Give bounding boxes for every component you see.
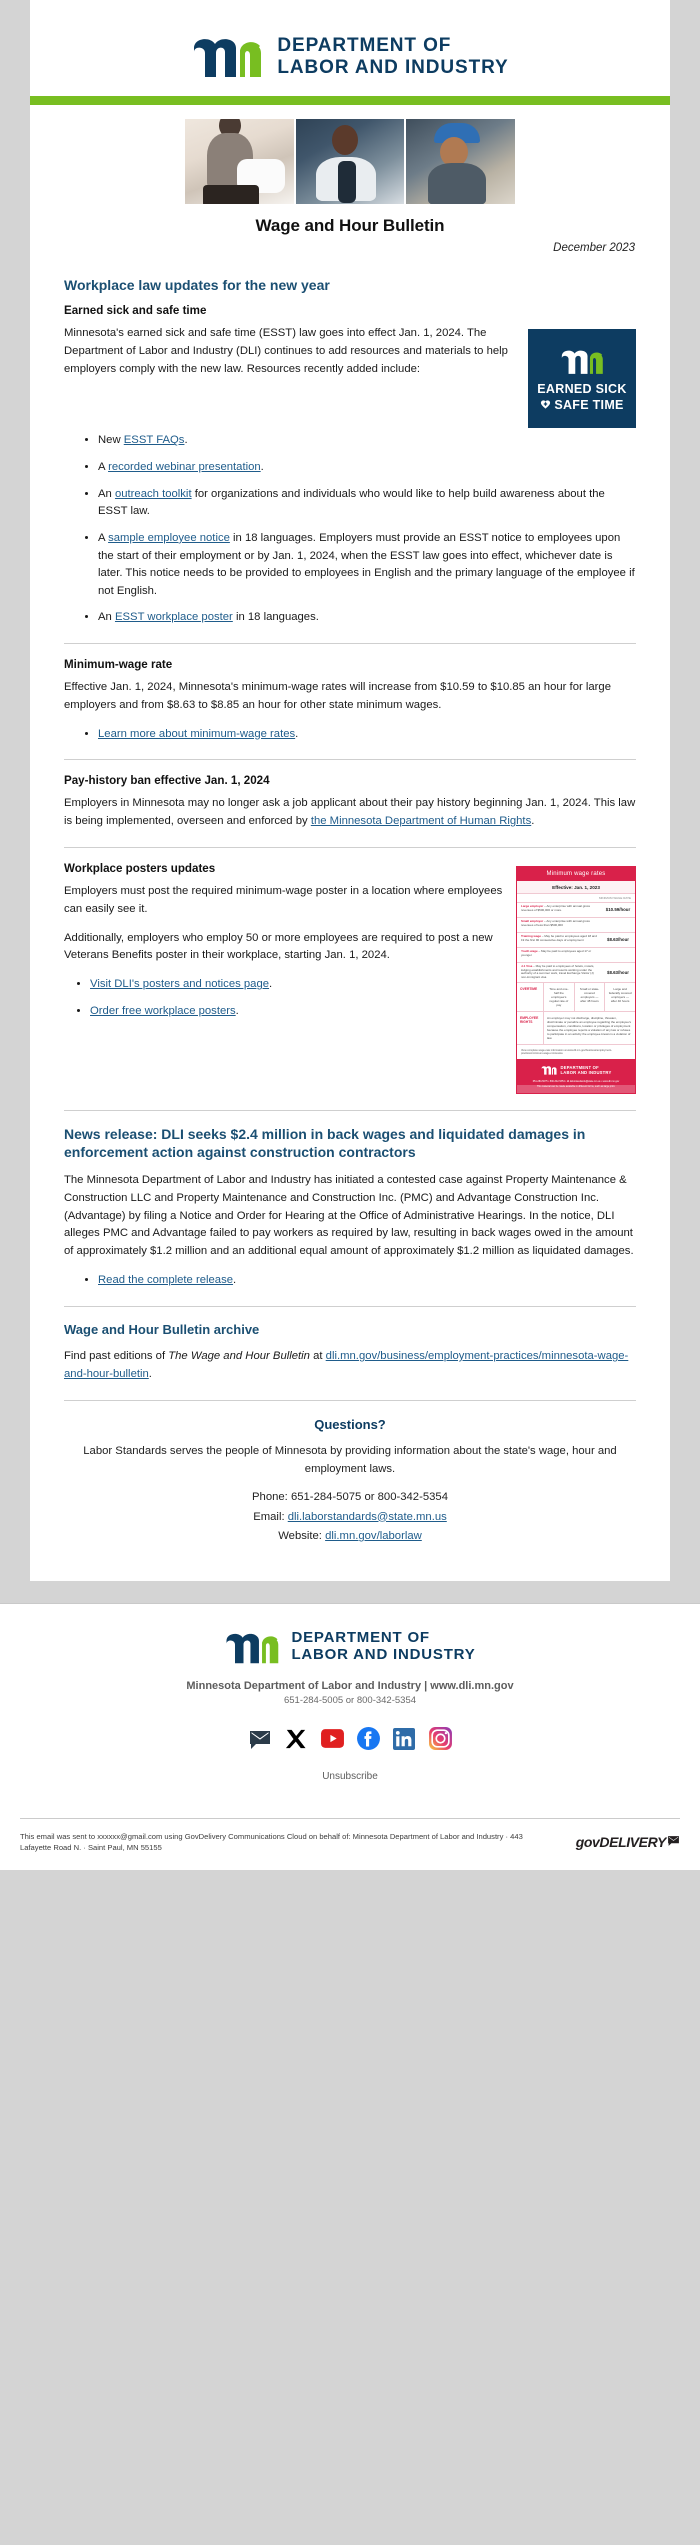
list-item xyxy=(98,530,636,600)
top-spacer xyxy=(30,0,670,16)
poster-footer xyxy=(517,1059,635,1080)
email-card xyxy=(30,0,670,1581)
green-accent-bar xyxy=(30,96,670,105)
minimum-wage-bullet-list xyxy=(64,726,636,744)
poster-row-desc xyxy=(517,903,601,917)
subheading-pay-history-ban: Pay-history ban effective Jan. 1, 2024 xyxy=(64,774,270,788)
instagram-icon[interactable] xyxy=(428,1726,453,1751)
govdelivery-logo xyxy=(576,1834,680,1850)
phone-label: Phone: xyxy=(252,1490,288,1503)
poster-row-rate xyxy=(601,918,635,932)
instagram-icon-glyph xyxy=(428,1726,453,1751)
facebook-icon-glyph xyxy=(356,1726,381,1751)
poster-overtime-cell: Time and one-half the employee's regular rate of pay xyxy=(543,983,574,1011)
link-bulletin-archive-url[interactable]: dli.mn.gov/business/employment-practices/minnesota-wage-and-hour-bulletin xyxy=(64,1349,629,1380)
poster-footer-brand2: LABOR AND INDUSTRY xyxy=(560,1069,612,1075)
posters-text-column xyxy=(64,862,504,1031)
header-brand-line1: DEPARTMENT OF xyxy=(277,35,452,57)
footer-brand-text xyxy=(291,1630,475,1664)
subheading-workplace-posters: Workplace posters updates xyxy=(64,861,216,875)
pay-history-paragraph xyxy=(64,795,636,831)
bullet-pre: An xyxy=(98,487,115,500)
unsubscribe-block xyxy=(30,1771,670,1782)
grey-gap xyxy=(0,1581,700,1603)
poster-row-label: Youth wage xyxy=(521,948,538,953)
divider xyxy=(64,847,636,848)
link-read-complete-release[interactable]: Read the complete release xyxy=(98,1274,234,1287)
contact-phone-row xyxy=(64,1488,636,1508)
esst-mn-mark-icon xyxy=(560,346,604,376)
email-icon-glyph xyxy=(248,1727,272,1751)
bullet-post: . xyxy=(233,1274,237,1287)
photo-strip xyxy=(185,119,515,204)
poster-row-desc xyxy=(517,948,601,962)
poster-overtime-label: OVERTIME xyxy=(520,986,538,991)
social-links xyxy=(30,1726,670,1751)
questions-contact-block xyxy=(64,1488,636,1547)
link-posters-notices-page[interactable]: Visit DLI's posters and notices page xyxy=(90,978,270,991)
link-mn-dept-human-rights[interactable]: the Minnesota Department of Human Rights xyxy=(310,815,532,828)
pay-history-pre: Employers in Minnesota may no longer ask a job applicant about their pay history beginning Jan. 1, 2024. This law is being implemented, overseen and enforced by xyxy=(64,797,636,828)
poster-row-label: J-1 Visa xyxy=(521,963,533,968)
list-item xyxy=(98,486,636,521)
poster-rate-col-header: MINIMUM WAGE RATE xyxy=(517,893,635,902)
poster-note: View complete wage-rate information at www.dli.mn.gov/business/employment-practices/minimum-wage-minnesota xyxy=(517,1044,635,1059)
footer-inner xyxy=(30,1604,670,1792)
heading-questions: Questions? xyxy=(314,1416,386,1432)
list-item xyxy=(98,726,636,744)
poster-employee-rights-row xyxy=(517,1011,635,1044)
facebook-icon[interactable] xyxy=(356,1726,381,1751)
govdelivery-wordmark: govDELIVERY xyxy=(575,1834,666,1851)
divider xyxy=(64,1110,636,1111)
link-website-address[interactable]: dli.mn.gov/laborlaw xyxy=(325,1530,422,1543)
posters-paragraph-2: Additionally, employers who employ 50 or more employees are required to post a new Veterans Benefits poster in their workplace, starting Jan. 1, 2024. xyxy=(64,931,493,962)
list-item xyxy=(98,432,636,450)
contact-email-row xyxy=(64,1508,636,1528)
bullet-pre: A xyxy=(98,461,109,474)
poster-row-label: Small employer xyxy=(521,918,544,923)
subheading-esst: Earned sick and safe time xyxy=(64,304,207,318)
bullet-post: . xyxy=(295,727,299,740)
link-email-address[interactable]: dli.laborstandards@state.mn.us xyxy=(287,1510,447,1523)
youtube-icon[interactable] xyxy=(320,1726,345,1751)
archive-mid: at xyxy=(309,1349,326,1362)
header-logo-block xyxy=(30,16,670,92)
linkedin-icon[interactable] xyxy=(392,1726,417,1751)
email-label: Email: xyxy=(253,1510,285,1523)
poster-row-desc xyxy=(517,933,601,947)
x-twitter-icon[interactable] xyxy=(284,1726,309,1751)
poster-row-text: – May be paid to employees of hotels, motels, lodging establishments and resorts working under the authority of a summer work, travel Exchange Visitor (J) non-immigrant visa xyxy=(521,963,595,980)
poster-title: Minimum wage rates xyxy=(517,867,635,881)
archive-italic-title: The Wage and Hour Bulletin xyxy=(168,1349,310,1362)
bullet-post: . xyxy=(235,1004,239,1017)
x-twitter-icon-glyph xyxy=(285,1728,307,1750)
poster-overtime-cell: Large and federally covered employers — after 40 hours xyxy=(604,983,635,1011)
poster-row xyxy=(517,932,635,947)
posters-bullet-list xyxy=(64,976,504,1020)
link-esst-faqs[interactable]: ESST FAQs xyxy=(123,434,185,447)
poster-row-label: Large employer xyxy=(521,903,544,908)
poster-employee-rights-text: An employer may not discharge, discipline, threaten, discriminate or penalize an employee regarding the employee's compensation, conditions, location or privileges of employment because the employee reports a violation of any law or refuses to participate in an activity the employee knows is a violation of law. xyxy=(543,1012,635,1044)
poster-row-desc xyxy=(517,963,601,982)
bullet-post: . xyxy=(260,461,264,474)
footer-phone-line: 651-284-5005 or 800-342-5354 xyxy=(283,1695,417,1707)
bullet-post: in 18 languages. Employers must provide an ESST notice to employees upon the start of their employment or by Jan. 1, 2024, when the ESST law goes into effect, whichever date is later. This notice needs to be provided to employees in English and the primary language of the employee if not English. xyxy=(98,531,635,597)
bullet-pre: An xyxy=(98,611,115,624)
footer-brand-line2: LABOR AND INDUSTRY xyxy=(291,1646,476,1664)
poster-overtime-row xyxy=(517,982,635,1011)
esst-row xyxy=(64,325,636,428)
poster-mn-mark-icon xyxy=(541,1065,557,1075)
minimum-wage-poster-thumbnail xyxy=(516,866,636,1094)
poster-footer-note: This material can be made available in different forms, such as large print. xyxy=(517,1085,635,1093)
news-release-paragraph: The Minnesota Department of Labor and Industry has initiated a contested case against Property Maintenance & Construction LLC and Property Maintenance and Construction Inc. (PMC) and Advantage Construction Inc. (Advantage) by filing a Notice and Order for Hearing at the Office of Administrative Hearings. In the notice, DLI alleges PMC and Advantage failed to pay workers as required by law, resulting in back wages owed in the amount of approximately $1.2 million and an additional equal amount of approximately $1.2 million as liquidated damages. xyxy=(64,1173,634,1258)
divider xyxy=(64,1400,636,1401)
list-item xyxy=(90,976,504,994)
list-item xyxy=(98,609,636,627)
link-outreach-toolkit[interactable]: outreach toolkit xyxy=(114,487,192,500)
archive-pre: Find past editions of xyxy=(64,1349,169,1362)
list-item xyxy=(98,1272,636,1290)
esst-bullet-list xyxy=(64,432,636,626)
archive-paragraph xyxy=(64,1348,636,1384)
poster-employee-rights-label: EMPLOYEE RIGHTS xyxy=(520,1015,539,1024)
unsubscribe-link[interactable]: Unsubscribe xyxy=(322,1771,378,1783)
legal-block xyxy=(0,1819,700,1870)
poster-row-rate: $10.59/hour xyxy=(605,907,631,913)
esst-paragraph: Minnesota's earned sick and safe time (ESST) law goes into effect Jan. 1, 2024. The Department of Labor and Industry (DLI) continues to add resources and materials to help employers comply with the new law. Resources recently added include: xyxy=(64,327,508,376)
youtube-icon-glyph xyxy=(320,1726,345,1751)
poster-row xyxy=(517,917,635,932)
header-brand-text xyxy=(277,35,508,78)
divider xyxy=(64,643,636,644)
heading-bulletin-archive: Wage and Hour Bulletin archive xyxy=(64,1321,260,1337)
header-brand-line2: LABOR AND INDUSTRY xyxy=(277,56,509,78)
govdelivery-envelope-icon xyxy=(667,1834,680,1847)
poster-row xyxy=(517,902,635,917)
poster-row-desc xyxy=(517,918,601,932)
esst-logo-line1: EARNED SICK xyxy=(537,381,627,396)
issue-date: December 2023 xyxy=(553,242,635,254)
archive-post: . xyxy=(148,1367,152,1380)
divider xyxy=(64,759,636,760)
photo-call-center-agent xyxy=(296,119,405,204)
poster-row xyxy=(517,947,635,962)
link-recorded-webinar[interactable]: recorded webinar presentation xyxy=(108,461,261,474)
heading-news-release: News release: DLI seeks $2.4 million in back wages and liquidated damages in enforcement action against construction contractors xyxy=(64,1126,586,1161)
card-bottom-spacer xyxy=(30,1547,670,1581)
poster-footer-brand1: DEPARTMENT OF xyxy=(560,1064,599,1070)
bullet-post: . xyxy=(184,434,188,447)
news-release-bullet-list xyxy=(64,1272,636,1290)
subheading-minimum-wage: Minimum-wage rate xyxy=(64,657,173,671)
link-esst-workplace-poster[interactable]: ESST workplace poster xyxy=(114,611,233,624)
minimum-wage-paragraph: Effective Jan. 1, 2024, Minnesota's minimum-wage rates will increase from $10.59 to $10.85 an hour for large employers and from $8.63 to $8.85 an hour for other state minimum wages. xyxy=(64,680,611,711)
poster-row-rate xyxy=(601,948,635,962)
link-minimum-wage-rates[interactable]: Learn more about minimum-wage rates xyxy=(98,727,296,740)
bullet-pre: A xyxy=(98,531,109,544)
legal-text: This email was sent to xxxxxx@gmail.com using GovDelivery Communications Cloud on behalf of: Minnesota Department of Labor and Industry · 443 Lafayette Road N. · Saint Paul, MN 55155 xyxy=(20,1832,523,1853)
esst-logo-badge xyxy=(528,329,636,428)
bullet-pre: New xyxy=(98,434,124,447)
email-body xyxy=(30,276,670,1547)
poster-row-text: – Any enterprise with annual gross revenues of less than $500,000 xyxy=(521,918,590,927)
divider xyxy=(64,1306,636,1307)
poster-row-rate: $8.63/hour xyxy=(607,937,629,943)
heart-plus-icon xyxy=(540,399,551,410)
poster-row xyxy=(517,962,635,982)
poster-row-text: – May be paid to employees aged 17 or younger xyxy=(521,948,592,957)
page-title: Wage and Hour Bulletin xyxy=(255,216,445,235)
posters-row xyxy=(64,862,636,1094)
link-order-free-posters[interactable]: Order free workplace posters xyxy=(90,1004,236,1017)
esst-text-column xyxy=(64,325,516,390)
email-icon[interactable] xyxy=(248,1726,273,1751)
bullet-post: . xyxy=(269,978,273,991)
poster-effective-date: Effective: Jan. 1, 2023 xyxy=(517,881,635,893)
footer-mn-star-logo-icon xyxy=(224,1630,280,1664)
footer-brand-line1: DEPARTMENT OF xyxy=(291,1629,430,1647)
photo-construction-worker xyxy=(406,119,515,204)
bullet-post: for organizations and individuals who would like to help build awareness about the ESST law. xyxy=(98,487,605,518)
mn-logo xyxy=(191,34,508,78)
bullet-post: in 18 languages. xyxy=(232,611,319,624)
phone-value: 651-284-5075 or 800-342-5354 xyxy=(290,1490,448,1503)
link-sample-employee-notice[interactable]: sample employee notice xyxy=(108,531,230,544)
poster-row-text: – May be paid to employees aged 18 and 19 the first 90 consecutive days of employment xyxy=(521,933,597,942)
heading-workplace-law-updates: Workplace law updates for the new year xyxy=(64,277,330,293)
poster-row-rate: $8.63/hour xyxy=(607,969,629,975)
mn-star-logo-icon xyxy=(191,34,263,78)
esst-logo-line2: SAFE TIME xyxy=(554,397,624,412)
email-footer xyxy=(0,1603,700,1870)
posters-paragraph-1: Employers must post the required minimum-wage poster in a location where employees can easily see it. xyxy=(64,884,503,915)
footer-org-line: Minnesota Department of Labor and Industry | www.dli.mn.gov xyxy=(186,1680,514,1693)
poster-row-label: Training wage xyxy=(521,933,542,938)
questions-body: Labor Standards serves the people of Minnesota by providing information about the state's wage, hour and employment laws. xyxy=(83,1444,617,1475)
website-label: Website: xyxy=(278,1530,322,1543)
poster-overtime-cell: Small or state-covered employers — after 48 hours xyxy=(574,983,605,1011)
contact-website-row xyxy=(64,1527,636,1547)
poster-row-text: – Any enterprise with annual gross revenues of $500,000 or more. xyxy=(521,903,591,912)
list-item xyxy=(98,459,636,477)
list-item xyxy=(90,1003,504,1021)
poster-footer-contact: 651-284-5075 • 800-342-5354 • dli.laborstandards@state.mn.us • www.dli.mn.gov xyxy=(517,1080,635,1085)
footer-logo-block xyxy=(30,1630,670,1664)
linkedin-icon-glyph xyxy=(392,1727,416,1751)
photo-housekeeper xyxy=(185,119,294,204)
pay-history-post: . xyxy=(531,815,535,828)
